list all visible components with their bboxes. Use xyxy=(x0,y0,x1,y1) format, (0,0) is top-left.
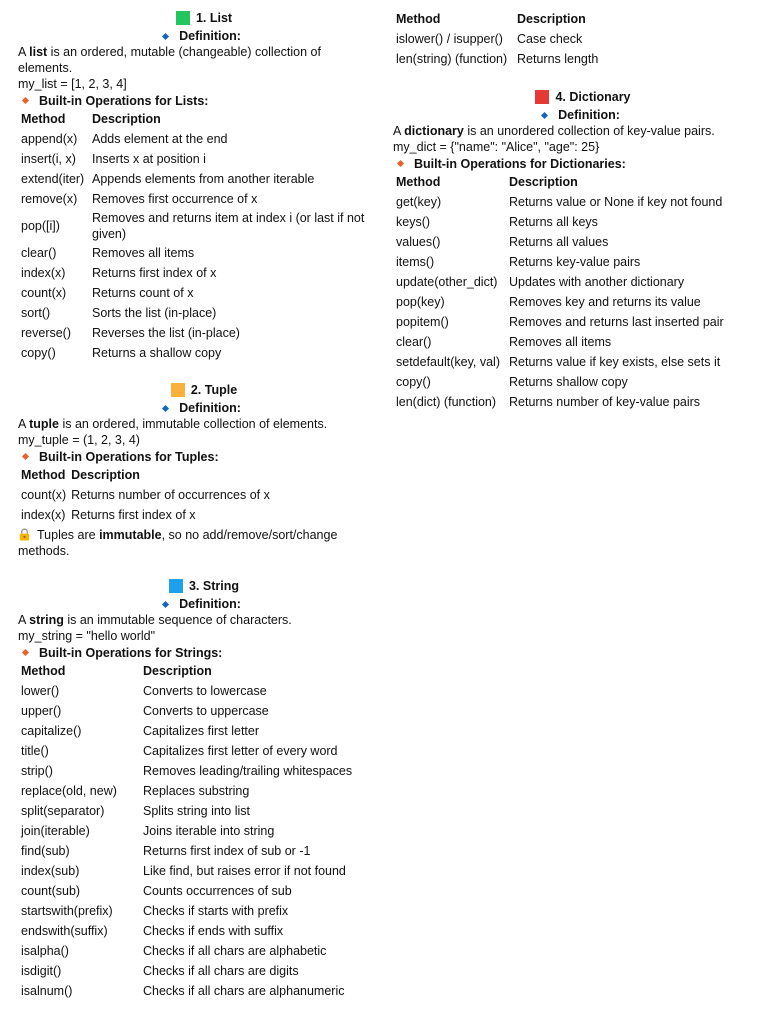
table-row xyxy=(18,263,370,283)
description-cell: Returns a shallow copy xyxy=(92,346,222,360)
table-row xyxy=(18,303,370,323)
definition-text-post: is an unordered collection of key-value pairs. xyxy=(463,124,715,138)
definition-text-pre: A xyxy=(393,124,405,138)
method-cell: isalnum() xyxy=(21,984,73,998)
list-section xyxy=(18,8,370,363)
description-cell: Case check xyxy=(517,32,583,46)
list-ops-label xyxy=(18,92,370,109)
method-cell: keys() xyxy=(396,215,431,229)
method-cell: isdigit() xyxy=(21,964,62,978)
description-cell: Adds element at the end xyxy=(92,132,228,146)
table-row xyxy=(18,741,354,761)
green-square-icon xyxy=(176,11,190,25)
definition-text-post: is an ordered, mutable (changeable) collection of elements. xyxy=(18,45,321,75)
method-cell: extend(iter) xyxy=(21,172,85,186)
tuple-definition-label xyxy=(18,400,370,416)
note-text-post: , so no add/remove/sort/change methods. xyxy=(18,528,338,558)
table-row xyxy=(393,212,726,232)
table-row xyxy=(393,332,726,352)
table-row xyxy=(393,392,726,412)
blue-diamond-icon xyxy=(541,111,548,118)
description-cell: Like find, but raises error if not found xyxy=(143,864,346,878)
list-title: 1. List xyxy=(195,11,233,25)
dictionary-definition xyxy=(393,123,753,139)
definition-term: list xyxy=(29,45,48,59)
method-cell: split(separator) xyxy=(21,804,105,818)
list-definition-label xyxy=(18,28,370,44)
note-text-pre: Tuples are xyxy=(37,528,100,542)
description-cell: Inserts x at position i xyxy=(92,152,206,166)
list-methods-table xyxy=(18,109,370,363)
description-cell: Capitalizes first letter of every word xyxy=(143,744,338,758)
string-definition xyxy=(18,612,370,628)
description-cell: Removes first occurrence of x xyxy=(92,192,258,206)
dictionary-section xyxy=(393,87,753,412)
description-cell: Updates with another dictionary xyxy=(509,275,685,289)
table-row xyxy=(393,352,726,372)
description-cell: Capitalizes first letter xyxy=(143,724,260,738)
definition-label-text: Definition: xyxy=(179,29,241,43)
table-row xyxy=(18,701,354,721)
method-cell: index(sub) xyxy=(21,864,80,878)
table-row xyxy=(18,283,370,303)
tuple-example: my_tuple = (1, 2, 3, 4) xyxy=(18,433,140,447)
description-cell: Returns first index of x xyxy=(92,266,217,280)
right-column xyxy=(393,9,753,412)
table-row xyxy=(18,861,354,881)
string-methods-table xyxy=(18,661,354,1001)
description-cell: Checks if ends with suffix xyxy=(143,924,284,938)
method-cell: append(x) xyxy=(21,132,78,146)
tuple-title: 2. Tuple xyxy=(190,383,238,397)
description-cell: Appends elements from another iterable xyxy=(92,172,315,186)
tuple-methods-table xyxy=(18,465,272,525)
table-row xyxy=(18,149,370,169)
table-row xyxy=(393,292,726,312)
method-cell: insert(i, x) xyxy=(21,152,76,166)
table-row xyxy=(18,485,272,505)
ops-label-text: Built-in Operations for Dictionaries: xyxy=(414,156,626,171)
method-cell: replace(old, new) xyxy=(21,784,117,798)
table-row xyxy=(18,941,354,961)
dictionary-heading xyxy=(393,87,753,107)
description-cell: Removes leading/trailing whitespaces xyxy=(143,764,353,778)
definition-label-text: Definition: xyxy=(558,108,620,122)
description-cell: Returns shallow copy xyxy=(509,375,628,389)
table-row xyxy=(393,192,726,212)
description-cell: Removes and returns item at index i (or last if not given) xyxy=(92,211,365,241)
description-cell: Converts to lowercase xyxy=(143,684,267,698)
description-cell: Returns first index of sub or -1 xyxy=(143,844,311,858)
description-cell: Removes all items xyxy=(509,335,612,349)
method-cell: upper() xyxy=(21,704,62,718)
column-header-description: Description xyxy=(509,175,578,189)
string-section xyxy=(18,576,370,1001)
orange-diamond-icon xyxy=(22,453,29,460)
table-row xyxy=(18,209,370,243)
method-cell: values() xyxy=(396,235,441,249)
description-cell: Returns number of key-value pairs xyxy=(509,395,701,409)
left-column xyxy=(18,8,370,1001)
method-cell: popitem() xyxy=(396,315,449,329)
method-cell: get(key) xyxy=(396,195,442,209)
table-row xyxy=(18,343,370,363)
description-cell: Splits string into list xyxy=(143,804,250,818)
string-ops-label xyxy=(18,644,370,661)
table-header-row xyxy=(18,465,272,485)
table-header-row xyxy=(18,109,370,129)
method-cell: copy() xyxy=(21,346,56,360)
table-row xyxy=(18,901,354,921)
method-cell: lower() xyxy=(21,684,60,698)
table-row xyxy=(18,761,354,781)
method-cell: strip() xyxy=(21,764,53,778)
method-cell: clear() xyxy=(396,335,432,349)
description-cell: Joins iterable into string xyxy=(143,824,275,838)
description-cell: Removes and returns last inserted pair xyxy=(509,315,724,329)
string-methods-table-continued xyxy=(393,9,600,69)
table-row xyxy=(18,821,354,841)
orange-diamond-icon xyxy=(22,649,29,656)
table-row xyxy=(393,49,600,69)
ops-label-text: Built-in Operations for Lists: xyxy=(39,93,209,108)
tuple-definition xyxy=(18,416,370,432)
table-row xyxy=(18,189,370,209)
description-cell: Removes key and returns its value xyxy=(509,295,701,309)
definition-text-pre: A xyxy=(18,45,30,59)
method-cell: reverse() xyxy=(21,326,72,340)
description-cell: Removes all items xyxy=(92,246,195,260)
method-cell: endswith(suffix) xyxy=(21,924,108,938)
method-cell: find(sub) xyxy=(21,844,70,858)
table-row xyxy=(393,29,600,49)
list-example: my_list = [1, 2, 3, 4] xyxy=(18,77,127,91)
method-cell: remove(x) xyxy=(21,192,78,206)
definition-term: dictionary xyxy=(404,124,464,138)
definition-text-post: is an ordered, immutable collection of elements. xyxy=(58,417,328,431)
definition-term: string xyxy=(29,613,64,627)
table-row xyxy=(393,372,726,392)
table-row xyxy=(18,961,354,981)
table-row xyxy=(18,921,354,941)
description-cell: Returns length xyxy=(517,52,599,66)
orange-diamond-icon xyxy=(22,97,29,104)
table-row xyxy=(18,801,354,821)
description-cell: Returns value or None if key not found xyxy=(509,195,723,209)
method-cell: update(other_dict) xyxy=(396,275,498,289)
string-definition-label xyxy=(18,596,370,612)
ops-label-text: Built-in Operations for Strings: xyxy=(39,645,223,660)
definition-term: tuple xyxy=(29,417,59,431)
table-row xyxy=(393,272,726,292)
description-cell: Returns key-value pairs xyxy=(509,255,641,269)
column-header-method: Method xyxy=(21,664,66,678)
red-square-icon xyxy=(535,90,549,104)
blue-diamond-icon xyxy=(162,404,169,411)
dictionary-methods-table xyxy=(393,172,726,412)
column-header-description: Description xyxy=(143,664,212,678)
tuple-section xyxy=(18,380,370,559)
table-row xyxy=(18,841,354,861)
description-cell: Returns first index of x xyxy=(71,508,196,522)
method-cell: islower() / isupper() xyxy=(396,32,503,46)
definition-text-pre: A xyxy=(18,417,30,431)
ops-label-text: Built-in Operations for Tuples: xyxy=(39,449,219,464)
table-header-row xyxy=(393,9,600,29)
definition-label-text: Definition: xyxy=(179,401,241,415)
blue-diamond-icon xyxy=(162,32,169,39)
table-row xyxy=(18,721,354,741)
lock-icon xyxy=(18,528,31,541)
table-row xyxy=(18,129,370,149)
table-row xyxy=(18,243,370,263)
blue-diamond-icon xyxy=(162,600,169,607)
column-header-description: Description xyxy=(92,112,161,126)
method-cell: items() xyxy=(396,255,435,269)
table-header-row xyxy=(393,172,726,192)
dictionary-definition-label xyxy=(393,107,753,123)
dictionary-example: my_dict = {"name": "Alice", "age": 25} xyxy=(393,140,600,154)
description-cell: Checks if all chars are alphanumeric xyxy=(143,984,345,998)
orange-square-icon xyxy=(171,383,185,397)
description-cell: Sorts the list (in-place) xyxy=(92,306,217,320)
method-cell: count(x) xyxy=(21,286,67,300)
method-cell: count(x) xyxy=(21,488,67,502)
table-row xyxy=(18,781,354,801)
method-cell: index(x) xyxy=(21,508,66,522)
note-bold: immutable xyxy=(99,528,162,542)
list-heading xyxy=(18,8,370,28)
string-example: my_string = "hello world" xyxy=(18,629,156,643)
description-cell: Returns value if key exists, else sets it xyxy=(509,355,721,369)
table-row xyxy=(393,312,726,332)
column-header-description: Description xyxy=(517,12,586,26)
dictionary-ops-label xyxy=(393,155,753,172)
table-row xyxy=(393,232,726,252)
description-cell: Returns all keys xyxy=(509,215,598,229)
description-cell: Checks if all chars are alphabetic xyxy=(143,944,327,958)
column-header-method: Method xyxy=(396,12,441,26)
method-cell: count(sub) xyxy=(21,884,81,898)
method-cell: startswith(prefix) xyxy=(21,904,113,918)
dictionary-title: 4. Dictionary xyxy=(555,90,631,104)
description-cell: Returns count of x xyxy=(92,286,194,300)
description-cell: Replaces substring xyxy=(143,784,250,798)
tuple-note xyxy=(18,527,370,559)
column-header-method: Method xyxy=(21,112,66,126)
table-row xyxy=(393,252,726,272)
orange-diamond-icon xyxy=(397,160,404,167)
table-row xyxy=(18,323,370,343)
tuple-ops-label xyxy=(18,448,370,465)
table-row xyxy=(18,881,354,901)
description-cell: Converts to uppercase xyxy=(143,704,269,718)
method-cell: sort() xyxy=(21,306,51,320)
method-cell: copy() xyxy=(396,375,431,389)
method-cell: setdefault(key, val) xyxy=(396,355,500,369)
description-cell: Counts occurrences of sub xyxy=(143,884,292,898)
method-cell: title() xyxy=(21,744,49,758)
blue-square-icon xyxy=(169,579,183,593)
tuple-heading xyxy=(18,380,370,400)
description-cell: Returns number of occurrences of x xyxy=(71,488,270,502)
table-header-row xyxy=(18,661,354,681)
string-title: 3. String xyxy=(188,579,239,593)
column-header-description: Description xyxy=(71,468,140,482)
table-row xyxy=(18,169,370,189)
method-cell: capitalize() xyxy=(21,724,82,738)
string-heading xyxy=(18,576,370,596)
method-cell: clear() xyxy=(21,246,57,260)
definition-label-text: Definition: xyxy=(179,597,241,611)
method-cell: pop(key) xyxy=(396,295,445,309)
column-header-method: Method xyxy=(396,175,441,189)
table-row xyxy=(18,505,272,525)
description-cell: Reverses the list (in-place) xyxy=(92,326,240,340)
definition-text-pre: A xyxy=(18,613,30,627)
list-definition xyxy=(18,44,370,76)
method-cell: isalpha() xyxy=(21,944,69,958)
method-cell: pop([i]) xyxy=(21,219,60,233)
description-cell: Returns all values xyxy=(509,235,609,249)
table-row xyxy=(18,681,354,701)
method-cell: len(dict) (function) xyxy=(396,395,497,409)
method-cell: join(iterable) xyxy=(21,824,90,838)
table-row xyxy=(18,981,354,1001)
method-cell: index(x) xyxy=(21,266,66,280)
method-cell: len(string) (function) xyxy=(396,52,508,66)
definition-text-post: is an immutable sequence of characters. xyxy=(63,613,292,627)
column-header-method: Method xyxy=(21,468,66,482)
description-cell: Checks if starts with prefix xyxy=(143,904,289,918)
description-cell: Checks if all chars are digits xyxy=(143,964,299,978)
